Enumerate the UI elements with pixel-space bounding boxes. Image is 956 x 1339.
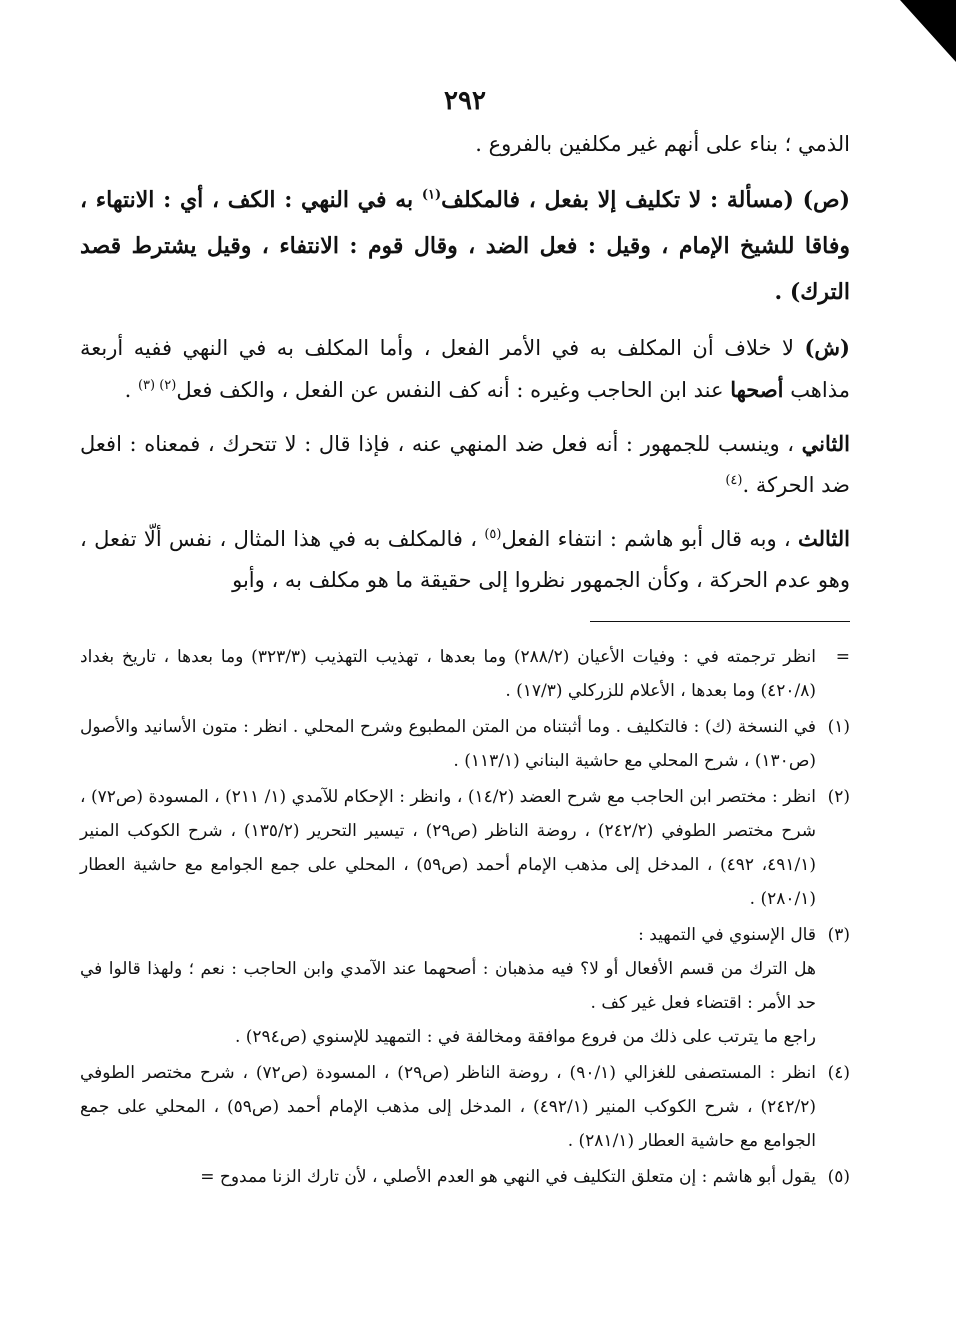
footnote-4 <box>80 1056 850 1158</box>
sharh-text-b: عند ابن الحاجب وغيره : أنه كف النفس عن الفعل ، والكف فعل <box>176 378 731 402</box>
footnote-line: يقول أبو هاشم : إن متعلق التكليف في النهي هو العدم الأصلي ، لأن تارك الزنا ممدوح = <box>200 1167 816 1187</box>
footnote-ref-2-3: (٢) (٣) <box>137 378 177 393</box>
footnote-text <box>80 1056 816 1158</box>
footnote-text <box>80 1160 816 1194</box>
footnote-5 <box>80 1160 850 1194</box>
footnote-3 <box>80 918 850 1054</box>
footnote-mark: (٢) <box>827 787 850 807</box>
third-view-lead: الثالث <box>798 526 850 551</box>
footnote-line: قال الإسنوي في التمهيد : <box>638 925 816 945</box>
footnotes <box>80 640 850 1194</box>
footnote-quote-line: هل الترك من قسم الأفعال أو لا؟ فيه مذهبان : أصحهما عند الآمدي وابن الحاجب : نعم ؛ ولهذا قالوا في حد الأمر : اقتضاء فعل غير كف . <box>80 959 816 1013</box>
footnote-divider <box>590 621 850 622</box>
paragraph-intro <box>80 124 850 165</box>
paragraph-second-view <box>80 423 850 506</box>
sharh-bold-word: أصحها <box>730 377 784 402</box>
corner-triangle-mark <box>900 0 956 62</box>
intro-text: الذمي ؛ بناء على أنهم غير مكلفين بالفروع . <box>475 132 850 156</box>
footnote-text <box>80 710 816 778</box>
footnote-2 <box>80 780 850 916</box>
footnote-line: في النسخة (ك) : فالتكليف . وما أثبتناه من المتن المطبوع وشرح المحلي . انظر : متون الأسانيد والأصول (ص١٣٠) ، شرح المحلي مع حاشية البناني (١١٣/١) . <box>80 717 816 771</box>
paragraph-sharh <box>80 327 850 411</box>
footnote-1 <box>80 710 850 778</box>
sharh-lead: (ش) <box>804 335 850 360</box>
footnote-ref-5: (٥) <box>484 527 502 542</box>
main-text <box>80 124 850 601</box>
footnote-text <box>80 640 816 708</box>
sharh-end: . <box>124 378 138 402</box>
footnote-mark: = <box>835 647 850 667</box>
footnote-mark: (٣) <box>827 925 850 945</box>
footnote-text <box>80 918 816 1054</box>
page-number: ٢٩٢ <box>444 86 486 116</box>
sharh-text-a: لا خلاف أن المكلف به في الأمر الفعل ، وأما المكلف به في النهي ففيه أربعة مذاهب <box>80 336 850 402</box>
footnote-mark: (٤) <box>827 1063 850 1083</box>
footnote-ref-1: (١) <box>421 187 442 203</box>
paragraph-third-view <box>80 518 850 601</box>
book-page <box>80 86 850 1196</box>
second-view-lead: الثاني <box>801 431 850 456</box>
matn-text-a: (ص) (مسألة : لا تكليف إلا بفعل ، فالمكلف <box>441 187 851 213</box>
second-view-text: ، وينسب للجمهور : أنه فعل ضد المنهي عنه ، فإذا قال : لا تتحرك ، فمعناه : افعل ضد الحركة . <box>80 432 850 497</box>
third-view-text-a: ، وبه قال أبو هاشم : انتفاء الفعل <box>501 527 798 551</box>
footnote-ref-4: (٤) <box>725 473 743 488</box>
footnote-line: انظر : المستصفى للغزالي (٩٠/١) ، روضة الناظر (ص٢٩) ، المسودة (ص٧٢) ، شرح مختصر الطوفي (٢٤٢/٢) ، شرح الكوكب المنير (٤٩٢/١) ، المدخل إلى مذهب الإمام أحمد (ص٥٩) ، المحلي على جمع الجوامع مع حاشية العطار (٢٨١/١) . <box>80 1063 817 1151</box>
footnote-text <box>80 780 816 916</box>
footnote-mark: (٥) <box>827 1167 850 1187</box>
footnote-line: انظر ترجمته في : وفيات الأعيان (٢٨٨/٢) وما بعدها ، تهذيب التهذيب (٣٢٣/٣) وما بعدها ، تاريخ بغداد (٤٢٠/٨) وما بعدها ، الأعلام للزركلي (١٧/٣) . <box>80 647 816 701</box>
footnote-continuation <box>80 640 850 708</box>
footnote-mark: (١) <box>827 717 850 737</box>
matn-text-b: به في النهي : الكف ، أي : الانتهاء ، وفاقا للشيخ الإمام ، وقيل : فعل الضد ، وقال قوم : الانتفاء ، وقيل يشترط قصد الترك) . <box>80 187 850 305</box>
third-view-text-b: ، فالمكلف به في هذا المثال ، نفس ألّا تفعل ، وهو عدم الحركة ، وكأن الجمهور نظروا إلى حقيقة ما هو مكلف به ، وأبو <box>80 527 850 592</box>
footnote-line: راجع ما يترتب على ذلك من فروع موافقة ومخالفة في : التمهيد للإسنوي (ص٢٩٤) . <box>234 1027 816 1047</box>
paragraph-matn <box>80 177 850 315</box>
footnote-line: انظر : مختصر ابن الحاجب مع شرح العضد (١٤/٢) ، وانظر : الإحكام للآمدي (١/ ٢١١) ، المسودة (ص٧٢) ، شرح مختصر الطوفي (٢٤٢/٢) ، روضة الناظر (ص٢٩) ، تيسير التحرير (١٣٥/٢) ، شرح الكوكب المنير (٤٩١/١، ٤٩٢) ، المدخل إلى مذهب الإمام أحمد (ص٥٩) ، المحلي على جمع الجوامع مع حاشية العطار (٢٨٠/١) . <box>80 787 817 909</box>
